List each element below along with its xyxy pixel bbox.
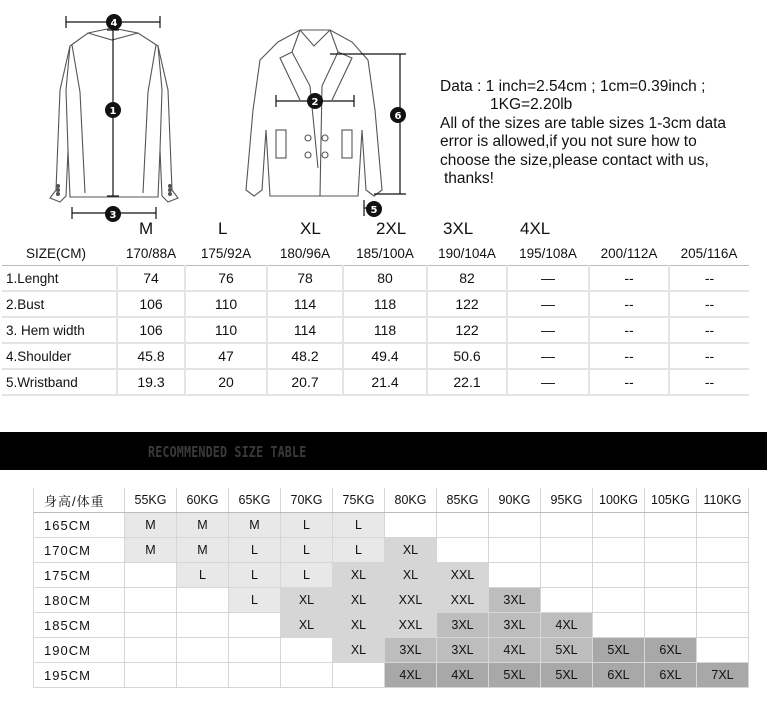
size-cell xyxy=(385,513,437,538)
size-cell xyxy=(281,663,333,688)
svg-text:3: 3 xyxy=(109,210,117,221)
table-cell: 49.4 xyxy=(343,343,427,369)
table-cell: 47 xyxy=(185,343,267,369)
marker-2 xyxy=(307,93,323,109)
table-cell: -- xyxy=(589,369,669,395)
conversion-note xyxy=(440,78,760,188)
size-label: M xyxy=(139,219,154,238)
height-weight-header: 身高/体重 xyxy=(34,488,125,513)
size-cell: 3XL xyxy=(489,588,541,613)
size-label: 4XL xyxy=(520,219,551,238)
note-line: thanks! xyxy=(444,170,494,188)
size-cell: 5XL xyxy=(541,638,593,663)
table-cell: 76 xyxy=(185,266,267,292)
size-code: 195/108A xyxy=(507,241,589,266)
measurement-label: 4.Shoulder xyxy=(2,343,117,369)
size-cell: L xyxy=(229,538,281,563)
height-label: 180CM xyxy=(34,588,125,613)
size-cell xyxy=(645,563,697,588)
size-cell xyxy=(437,513,489,538)
marker-5 xyxy=(366,201,382,217)
size-cell xyxy=(229,663,281,688)
height-label: 185CM xyxy=(34,613,125,638)
table-cell: 21.4 xyxy=(343,369,427,395)
measurement-label: 5.Wristband xyxy=(2,369,117,395)
size-cell xyxy=(593,613,645,638)
size-cell: L xyxy=(177,563,229,588)
table-cell: 110 xyxy=(185,291,267,317)
table-cell: -- xyxy=(589,343,669,369)
size-cell xyxy=(645,538,697,563)
weight-header: 65KG xyxy=(229,488,281,513)
weight-header: 110KG xyxy=(697,488,749,513)
table-cell: 110 xyxy=(185,317,267,343)
height-label: 195CM xyxy=(34,663,125,688)
size-chart-table xyxy=(2,241,749,396)
svg-text:1: 1 xyxy=(109,106,117,117)
size-cell: XXL xyxy=(385,588,437,613)
size-cell xyxy=(593,513,645,538)
size-cell: XL xyxy=(281,588,333,613)
size-code: 190/104A xyxy=(427,241,507,266)
weight-header: 55KG xyxy=(125,488,177,513)
size-cell xyxy=(541,588,593,613)
table-row xyxy=(2,291,749,317)
size-code: 170/88A xyxy=(117,241,185,266)
table-row xyxy=(2,266,749,292)
size-cell: M xyxy=(177,513,229,538)
table-row xyxy=(34,663,749,688)
svg-text:5: 5 xyxy=(370,205,378,216)
table-cell: 106 xyxy=(117,317,185,343)
size-label: XL xyxy=(300,219,321,238)
size-cell: 4XL xyxy=(437,663,489,688)
table-cell: 118 xyxy=(343,317,427,343)
marker-1 xyxy=(105,102,121,118)
note-line: Data : 1 inch=2.54cm ; 1cm=0.39inch ; xyxy=(440,78,706,95)
size-cell xyxy=(697,563,749,588)
table-cell: -- xyxy=(669,266,749,292)
size-cell: L xyxy=(281,538,333,563)
table-row xyxy=(2,317,749,343)
size-cell xyxy=(229,613,281,638)
table-cell: — xyxy=(507,343,589,369)
size-cell xyxy=(697,513,749,538)
table-cell: -- xyxy=(589,317,669,343)
size-cell: M xyxy=(125,513,177,538)
size-code: 180/96A xyxy=(267,241,343,266)
size-code: 200/112A xyxy=(589,241,669,266)
size-code: 175/92A xyxy=(185,241,267,266)
size-cell xyxy=(541,513,593,538)
size-cell xyxy=(489,513,541,538)
table-cell: 48.2 xyxy=(267,343,343,369)
size-cell xyxy=(645,513,697,538)
height-label: 170CM xyxy=(34,538,125,563)
size-cell xyxy=(697,613,749,638)
weight-header: 95KG xyxy=(541,488,593,513)
size-cell xyxy=(125,588,177,613)
table-cell: -- xyxy=(669,343,749,369)
measurement-label: 3. Hem width xyxy=(2,317,117,343)
marker-4 xyxy=(106,14,122,30)
table-cell: — xyxy=(507,369,589,395)
size-cell xyxy=(593,563,645,588)
size-cell: XL xyxy=(333,613,385,638)
size-cell: 5XL xyxy=(541,663,593,688)
table-cell: 50.6 xyxy=(427,343,507,369)
size-cell xyxy=(437,538,489,563)
size-cell xyxy=(593,588,645,613)
size-cell xyxy=(697,538,749,563)
size-cell xyxy=(125,663,177,688)
jacket-front-view xyxy=(246,30,382,196)
size-cell: XL xyxy=(333,588,385,613)
size-cell xyxy=(541,538,593,563)
height-label: 175CM xyxy=(34,563,125,588)
size-cell: XXL xyxy=(437,563,489,588)
svg-text:2: 2 xyxy=(311,97,319,108)
table-cell: 106 xyxy=(117,291,185,317)
table-row xyxy=(34,538,749,563)
size-table-header-row xyxy=(2,241,749,266)
table-row xyxy=(2,369,749,395)
size-cell: 7XL xyxy=(697,663,749,688)
size-label: 2XL xyxy=(376,219,407,238)
size-cell xyxy=(645,613,697,638)
recommended-title: RECOMMENDED SIZE TABLE xyxy=(148,443,307,461)
size-cell: XL xyxy=(333,638,385,663)
weight-header: 85KG xyxy=(437,488,489,513)
weight-header: 90KG xyxy=(489,488,541,513)
measurement-label: 2.Bust xyxy=(2,291,117,317)
recommended-band xyxy=(0,432,767,470)
size-cell xyxy=(125,613,177,638)
size-cell xyxy=(229,638,281,663)
table-cell: 20 xyxy=(185,369,267,395)
note-line: 1KG=2.20lb xyxy=(490,96,573,114)
size-cell: XL xyxy=(281,613,333,638)
weight-header: 70KG xyxy=(281,488,333,513)
table-cell: 74 xyxy=(117,266,185,292)
size-cell: 3XL xyxy=(437,613,489,638)
size-code: 205/116A xyxy=(669,241,749,266)
table-cell: — xyxy=(507,266,589,292)
size-cell: M xyxy=(229,513,281,538)
size-cell: M xyxy=(125,538,177,563)
size-cell xyxy=(177,663,229,688)
weight-header: 80KG xyxy=(385,488,437,513)
size-cell xyxy=(333,663,385,688)
size-label: 3XL xyxy=(443,219,474,238)
size-cell: 3XL xyxy=(489,613,541,638)
size-cell: L xyxy=(333,538,385,563)
table-row xyxy=(34,613,749,638)
table-cell: 122 xyxy=(427,317,507,343)
table-cell: -- xyxy=(589,266,669,292)
size-cell xyxy=(125,638,177,663)
size-cell xyxy=(281,638,333,663)
table-cell: -- xyxy=(669,317,749,343)
size-cell xyxy=(593,538,645,563)
table-cell: 82 xyxy=(427,266,507,292)
size-cell: L xyxy=(281,563,333,588)
size-cell xyxy=(697,588,749,613)
size-cell xyxy=(697,638,749,663)
size-cell: 5XL xyxy=(489,663,541,688)
table-cell: 19.3 xyxy=(117,369,185,395)
table-cell: 22.1 xyxy=(427,369,507,395)
weight-header: 60KG xyxy=(177,488,229,513)
table-row xyxy=(34,513,749,538)
svg-text:4: 4 xyxy=(110,18,118,29)
size-cell: XXL xyxy=(385,613,437,638)
note-line: All of the sizes are table sizes 1-3cm data xyxy=(440,114,727,132)
table-cell: -- xyxy=(669,369,749,395)
size-cell: L xyxy=(281,513,333,538)
size-cell xyxy=(489,563,541,588)
size-cell: L xyxy=(333,513,385,538)
table-cell: 114 xyxy=(267,317,343,343)
size-cell: XXL xyxy=(437,588,489,613)
table-cell: — xyxy=(507,291,589,317)
size-cell xyxy=(177,588,229,613)
table-cell: 80 xyxy=(343,266,427,292)
table-row xyxy=(34,638,749,663)
size-cell: XL xyxy=(333,563,385,588)
table-cell: 114 xyxy=(267,291,343,317)
marker-3 xyxy=(105,206,121,222)
table-cell: 45.8 xyxy=(117,343,185,369)
size-table-header: SIZE(CM) xyxy=(2,241,117,266)
size-cell xyxy=(489,538,541,563)
table-cell: 118 xyxy=(343,291,427,317)
weight-header: 105KG xyxy=(645,488,697,513)
recommended-size-table xyxy=(33,488,749,688)
size-cell xyxy=(541,563,593,588)
size-cell: 5XL xyxy=(593,638,645,663)
table-cell: — xyxy=(507,317,589,343)
table-row xyxy=(34,588,749,613)
svg-text:6: 6 xyxy=(394,111,402,122)
table-row xyxy=(34,563,749,588)
size-label: L xyxy=(218,219,228,238)
height-label: 190CM xyxy=(34,638,125,663)
size-cell: 3XL xyxy=(385,638,437,663)
size-cell: L xyxy=(229,563,281,588)
size-cell: M xyxy=(177,538,229,563)
weight-header: 75KG xyxy=(333,488,385,513)
size-code: 185/100A xyxy=(343,241,427,266)
size-cell: 4XL xyxy=(489,638,541,663)
weight-header: 100KG xyxy=(593,488,645,513)
size-cell xyxy=(125,563,177,588)
size-cell: XL xyxy=(385,563,437,588)
size-cell: XL xyxy=(385,538,437,563)
size-cell: 4XL xyxy=(385,663,437,688)
size-cell xyxy=(177,638,229,663)
table-cell: -- xyxy=(589,291,669,317)
table-cell: 78 xyxy=(267,266,343,292)
table-row xyxy=(2,343,749,369)
size-cell: 4XL xyxy=(541,613,593,638)
measurement-label: 1.Lenght xyxy=(2,266,117,292)
size-cell: 6XL xyxy=(645,663,697,688)
table-cell: -- xyxy=(669,291,749,317)
note-line: error is allowed,if you not sure how to xyxy=(440,133,697,151)
height-label: 165CM xyxy=(34,513,125,538)
table-cell: 20.7 xyxy=(267,369,343,395)
note-line: choose the size,please contact with us, xyxy=(440,151,709,169)
size-cell: 6XL xyxy=(645,638,697,663)
recommend-header-row xyxy=(34,488,749,513)
size-cell xyxy=(177,613,229,638)
table-cell: 122 xyxy=(427,291,507,317)
size-cell: L xyxy=(229,588,281,613)
marker-6 xyxy=(390,107,406,123)
size-cell: 3XL xyxy=(437,638,489,663)
size-cell xyxy=(645,588,697,613)
size-cell: 6XL xyxy=(593,663,645,688)
